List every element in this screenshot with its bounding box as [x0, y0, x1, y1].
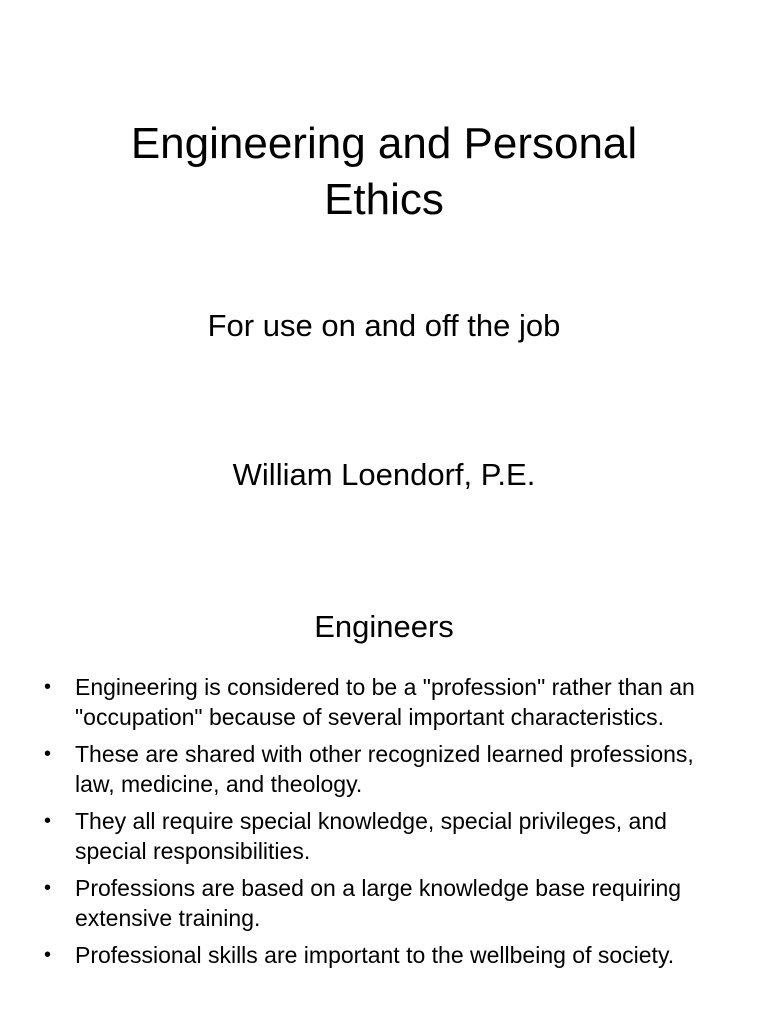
bullet-dot-icon: • — [44, 810, 52, 832]
bullet-item — [0, 873, 768, 933]
slide-title-line-1: Engineering and Personal — [130, 119, 638, 168]
bullet-text: These are shared with other recognized learned professions, law, medicine, and theology. — [75, 741, 694, 797]
bullet-dot-icon: • — [44, 743, 52, 765]
slide-title — [0, 116, 768, 228]
section-heading: Engineers — [314, 609, 454, 644]
bullet-item — [0, 806, 768, 866]
bullet-dot-icon: • — [44, 676, 52, 698]
bullet-text: Professions are based on a large knowledge base requiring extensive training. — [75, 875, 682, 931]
slide-subtitle: For use on and off the job — [207, 308, 561, 343]
bullet-text: Professional skills are important to the wellbeing of society. — [75, 942, 675, 968]
bullet-item — [0, 672, 768, 732]
author-name: William Loendorf, P.E. — [232, 457, 536, 492]
bullet-text: Engineering is considered to be a "profession" rather than an "occupation" because of several important characteristics. — [75, 674, 695, 730]
bullet-item — [0, 739, 768, 799]
bullet-dot-icon: • — [44, 877, 52, 899]
bullet-item — [0, 940, 768, 970]
bullet-list — [0, 672, 768, 977]
bullet-dot-icon: • — [44, 944, 52, 966]
bullet-text: They all require special knowledge, special privileges, and special responsibilities. — [75, 808, 667, 864]
slide-title-line-2: Ethics — [324, 175, 444, 224]
